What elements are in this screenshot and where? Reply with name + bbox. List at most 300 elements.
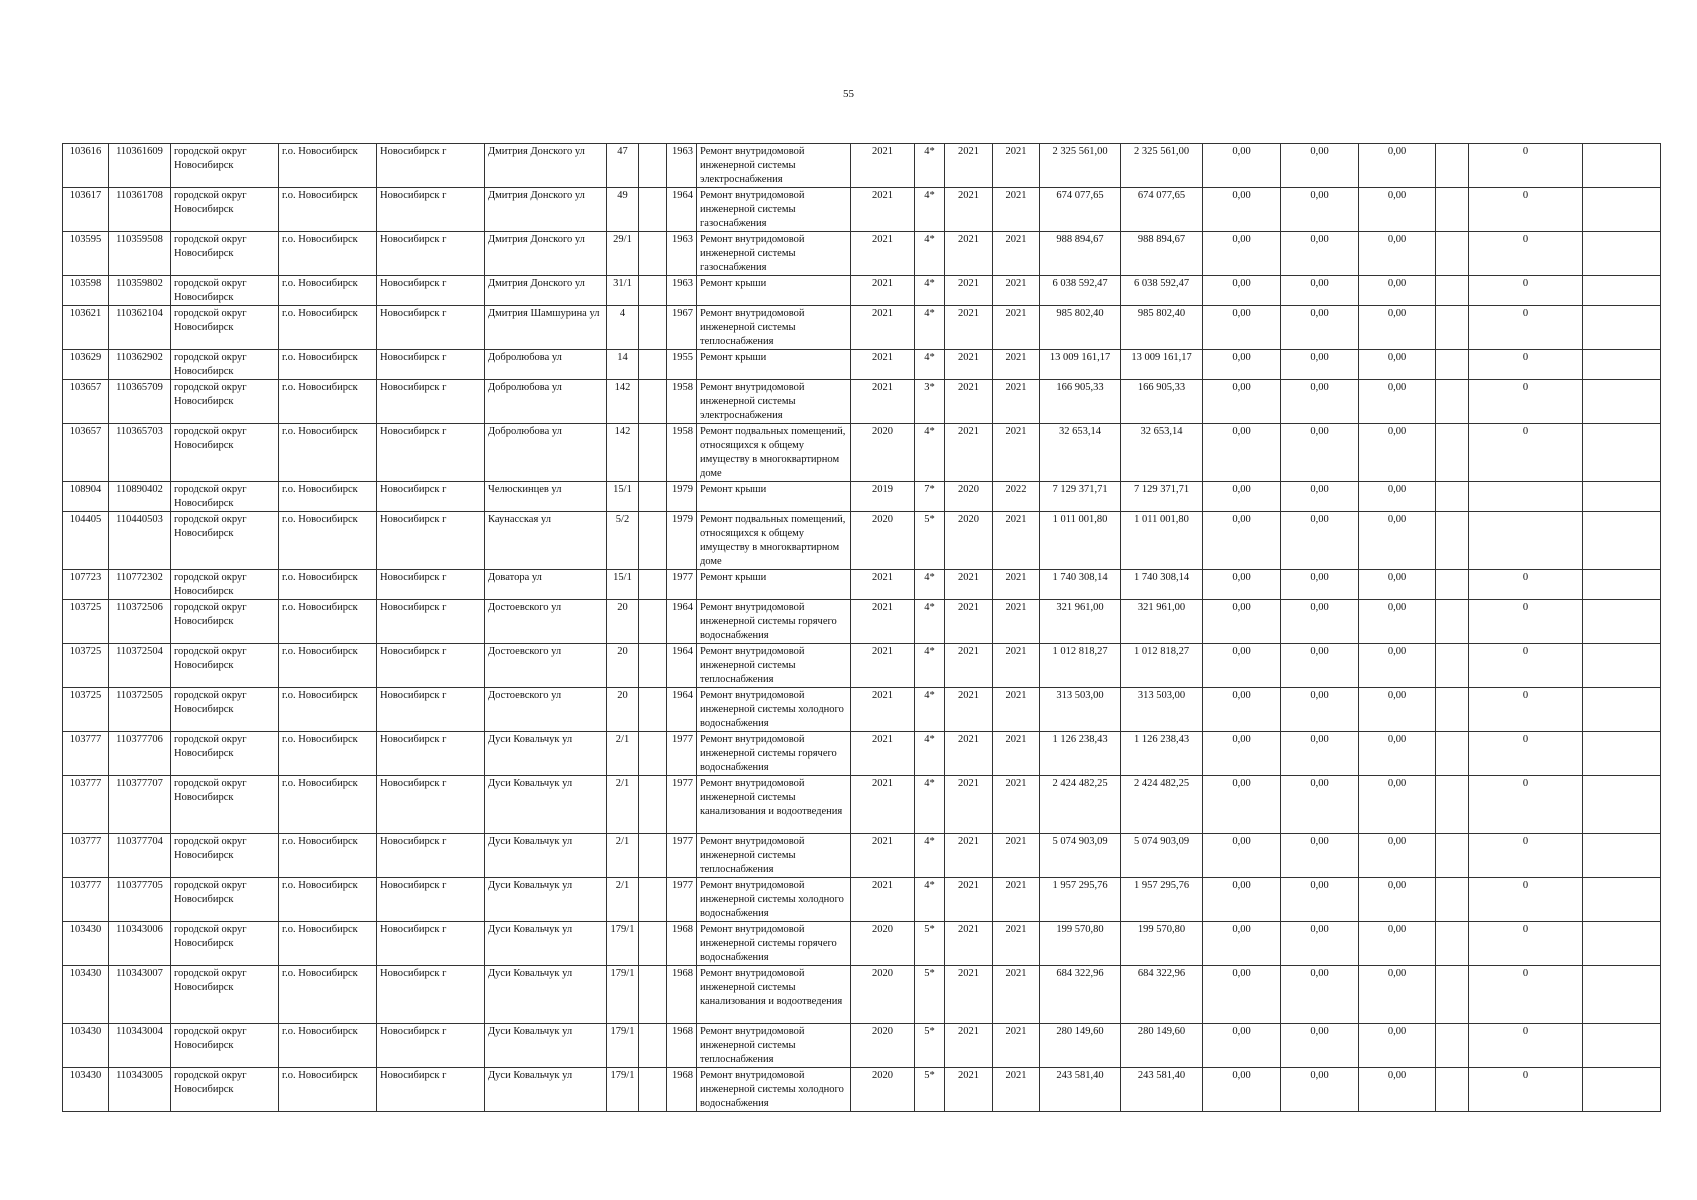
year-to-cell: 2021 [993, 512, 1040, 570]
extra-cell [639, 232, 667, 276]
value2-cell: 0,00 [1281, 600, 1359, 644]
district-cell: городской округ Новосибирск [171, 380, 279, 424]
count-cell: 0 [1469, 188, 1583, 232]
district-cell: городской округ Новосибирск [171, 276, 279, 306]
year-cell: 1968 [667, 966, 697, 1024]
value2-cell: 0,00 [1281, 776, 1359, 834]
plan-year-cell: 2020 [851, 424, 915, 482]
value1-cell: 0,00 [1203, 380, 1281, 424]
amount-cell: 1 957 295,76 [1121, 878, 1203, 922]
value4-cell [1436, 644, 1469, 688]
year-to-cell: 2021 [993, 966, 1040, 1024]
value4-cell [1436, 306, 1469, 350]
category-cell: 4* [915, 232, 945, 276]
amount-cell: 985 802,40 [1121, 306, 1203, 350]
city-cell: Новосибирск г [377, 276, 485, 306]
work-cell: Ремонт внутридомовой инженерной системы горячего водоснабжения [697, 600, 851, 644]
value1-cell: 0,00 [1203, 776, 1281, 834]
category-cell: 4* [915, 776, 945, 834]
value2-cell: 0,00 [1281, 688, 1359, 732]
value1-cell: 0,00 [1203, 1068, 1281, 1112]
municipality-cell: г.о. Новосибирск [279, 878, 377, 922]
value1-cell: 0,00 [1203, 188, 1281, 232]
id-cell: 103430 [63, 966, 109, 1024]
value4-cell [1436, 350, 1469, 380]
amount-cell: 1 012 818,27 [1121, 644, 1203, 688]
street-cell: Добролюбова ул [485, 350, 607, 380]
year-to-cell: 2021 [993, 732, 1040, 776]
extra-cell [639, 878, 667, 922]
last-cell [1583, 1024, 1661, 1068]
value1-cell: 0,00 [1203, 144, 1281, 188]
year-to-cell: 2021 [993, 644, 1040, 688]
year-from-cell: 2021 [945, 424, 993, 482]
value3-cell: 0,00 [1359, 878, 1436, 922]
value3-cell: 0,00 [1359, 512, 1436, 570]
value3-cell: 0,00 [1359, 380, 1436, 424]
total-cell: 1 740 308,14 [1040, 570, 1121, 600]
category-cell: 4* [915, 424, 945, 482]
year-from-cell: 2021 [945, 188, 993, 232]
city-cell: Новосибирск г [377, 570, 485, 600]
last-cell [1583, 644, 1661, 688]
extra-cell [639, 834, 667, 878]
city-cell: Новосибирск г [377, 380, 485, 424]
value3-cell: 0,00 [1359, 922, 1436, 966]
amount-cell: 13 009 161,17 [1121, 350, 1203, 380]
work-cell: Ремонт внутридомовой инженерной системы горячего водоснабжения [697, 922, 851, 966]
count-cell [1469, 482, 1583, 512]
street-cell: Дмитрия Донского ул [485, 276, 607, 306]
city-cell: Новосибирск г [377, 600, 485, 644]
year-to-cell: 2021 [993, 380, 1040, 424]
house-cell: 49 [607, 188, 639, 232]
value2-cell: 0,00 [1281, 644, 1359, 688]
total-cell: 1 957 295,76 [1040, 878, 1121, 922]
last-cell [1583, 512, 1661, 570]
extra-cell [639, 688, 667, 732]
plan-year-cell: 2021 [851, 776, 915, 834]
amount-cell: 674 077,65 [1121, 188, 1203, 232]
year-cell: 1964 [667, 600, 697, 644]
plan-year-cell: 2021 [851, 878, 915, 922]
table-row [63, 776, 1661, 834]
value4-cell [1436, 966, 1469, 1024]
work-cell: Ремонт внутридомовой инженерной системы теплоснабжения [697, 1024, 851, 1068]
district-cell: городской округ Новосибирск [171, 732, 279, 776]
value1-cell: 0,00 [1203, 276, 1281, 306]
year-cell: 1958 [667, 380, 697, 424]
year-from-cell: 2021 [945, 306, 993, 350]
total-cell: 7 129 371,71 [1040, 482, 1121, 512]
table-row [63, 306, 1661, 350]
municipality-cell: г.о. Новосибирск [279, 350, 377, 380]
category-cell: 3* [915, 380, 945, 424]
year-from-cell: 2020 [945, 482, 993, 512]
category-cell: 4* [915, 732, 945, 776]
year-to-cell: 2021 [993, 776, 1040, 834]
year-to-cell: 2021 [993, 188, 1040, 232]
last-cell [1583, 834, 1661, 878]
city-cell: Новосибирск г [377, 232, 485, 276]
value4-cell [1436, 688, 1469, 732]
repair-register-table [62, 143, 1661, 1112]
total-cell: 2 325 561,00 [1040, 144, 1121, 188]
value1-cell: 0,00 [1203, 966, 1281, 1024]
total-cell: 166 905,33 [1040, 380, 1121, 424]
last-cell [1583, 878, 1661, 922]
value3-cell: 0,00 [1359, 350, 1436, 380]
year-cell: 1964 [667, 644, 697, 688]
total-cell: 6 038 592,47 [1040, 276, 1121, 306]
municipality-cell: г.о. Новосибирск [279, 570, 377, 600]
id-cell: 103595 [63, 232, 109, 276]
last-cell [1583, 380, 1661, 424]
work-cell: Ремонт крыши [697, 276, 851, 306]
last-cell [1583, 922, 1661, 966]
value1-cell: 0,00 [1203, 512, 1281, 570]
year-cell: 1977 [667, 570, 697, 600]
city-cell: Новосибирск г [377, 834, 485, 878]
last-cell [1583, 966, 1661, 1024]
street-cell: Дмитрия Донского ул [485, 232, 607, 276]
value4-cell [1436, 922, 1469, 966]
house-cell: 14 [607, 350, 639, 380]
year-cell: 1979 [667, 482, 697, 512]
year-to-cell: 2021 [993, 1024, 1040, 1068]
id-cell: 103617 [63, 188, 109, 232]
table-row [63, 1024, 1661, 1068]
year-to-cell: 2021 [993, 424, 1040, 482]
extra-cell [639, 1068, 667, 1112]
year-from-cell: 2021 [945, 380, 993, 424]
category-cell: 4* [915, 834, 945, 878]
value3-cell: 0,00 [1359, 144, 1436, 188]
count-cell: 0 [1469, 570, 1583, 600]
extra-cell [639, 600, 667, 644]
work-cell: Ремонт внутридомовой инженерной системы холодного водоснабжения [697, 1068, 851, 1112]
value2-cell: 0,00 [1281, 276, 1359, 306]
year-cell: 1968 [667, 922, 697, 966]
value3-cell: 0,00 [1359, 732, 1436, 776]
value3-cell: 0,00 [1359, 276, 1436, 306]
work-cell: Ремонт внутридомовой инженерной системы теплоснабжения [697, 306, 851, 350]
plan-year-cell: 2020 [851, 1024, 915, 1068]
street-cell: Дмитрия Шамшурина ул [485, 306, 607, 350]
plan-year-cell: 2021 [851, 380, 915, 424]
id-cell: 103430 [63, 1024, 109, 1068]
category-cell: 7* [915, 482, 945, 512]
year-to-cell: 2021 [993, 232, 1040, 276]
total-cell: 5 074 903,09 [1040, 834, 1121, 878]
count-cell: 0 [1469, 644, 1583, 688]
total-cell: 988 894,67 [1040, 232, 1121, 276]
code-cell: 110372504 [109, 644, 171, 688]
municipality-cell: г.о. Новосибирск [279, 688, 377, 732]
value3-cell: 0,00 [1359, 306, 1436, 350]
extra-cell [639, 482, 667, 512]
category-cell: 4* [915, 144, 945, 188]
category-cell: 5* [915, 922, 945, 966]
house-cell: 4 [607, 306, 639, 350]
category-cell: 4* [915, 306, 945, 350]
table-row [63, 1068, 1661, 1112]
municipality-cell: г.о. Новосибирск [279, 600, 377, 644]
plan-year-cell: 2021 [851, 600, 915, 644]
year-cell: 1964 [667, 688, 697, 732]
table-row [63, 232, 1661, 276]
value4-cell [1436, 878, 1469, 922]
value4-cell [1436, 1068, 1469, 1112]
value1-cell: 0,00 [1203, 732, 1281, 776]
house-cell: 29/1 [607, 232, 639, 276]
last-cell [1583, 424, 1661, 482]
municipality-cell: г.о. Новосибирск [279, 1068, 377, 1112]
value2-cell: 0,00 [1281, 306, 1359, 350]
value3-cell: 0,00 [1359, 232, 1436, 276]
category-cell: 4* [915, 570, 945, 600]
id-cell: 103777 [63, 732, 109, 776]
value1-cell: 0,00 [1203, 570, 1281, 600]
total-cell: 243 581,40 [1040, 1068, 1121, 1112]
district-cell: городской округ Новосибирск [171, 512, 279, 570]
house-cell: 179/1 [607, 1068, 639, 1112]
year-cell: 1977 [667, 776, 697, 834]
street-cell: Каунасская ул [485, 512, 607, 570]
year-to-cell: 2021 [993, 306, 1040, 350]
work-cell: Ремонт крыши [697, 350, 851, 380]
table-row [63, 600, 1661, 644]
year-from-cell: 2021 [945, 834, 993, 878]
municipality-cell: г.о. Новосибирск [279, 512, 377, 570]
count-cell: 0 [1469, 380, 1583, 424]
amount-cell: 2 424 482,25 [1121, 776, 1203, 834]
year-from-cell: 2021 [945, 644, 993, 688]
plan-year-cell: 2021 [851, 570, 915, 600]
year-from-cell: 2021 [945, 878, 993, 922]
municipality-cell: г.о. Новосибирск [279, 644, 377, 688]
last-cell [1583, 276, 1661, 306]
extra-cell [639, 776, 667, 834]
value2-cell: 0,00 [1281, 878, 1359, 922]
value1-cell: 0,00 [1203, 482, 1281, 512]
extra-cell [639, 306, 667, 350]
year-from-cell: 2021 [945, 144, 993, 188]
district-cell: городской округ Новосибирск [171, 306, 279, 350]
table-row [63, 732, 1661, 776]
amount-cell: 5 074 903,09 [1121, 834, 1203, 878]
value1-cell: 0,00 [1203, 424, 1281, 482]
city-cell: Новосибирск г [377, 966, 485, 1024]
street-cell: Доватора ул [485, 570, 607, 600]
municipality-cell: г.о. Новосибирск [279, 922, 377, 966]
extra-cell [639, 424, 667, 482]
city-cell: Новосибирск г [377, 878, 485, 922]
value3-cell: 0,00 [1359, 482, 1436, 512]
last-cell [1583, 232, 1661, 276]
amount-cell: 988 894,67 [1121, 232, 1203, 276]
last-cell [1583, 188, 1661, 232]
municipality-cell: г.о. Новосибирск [279, 144, 377, 188]
total-cell: 32 653,14 [1040, 424, 1121, 482]
table-row [63, 644, 1661, 688]
value4-cell [1436, 380, 1469, 424]
total-cell: 280 149,60 [1040, 1024, 1121, 1068]
street-cell: Челюскинцев ул [485, 482, 607, 512]
total-cell: 1 011 001,80 [1040, 512, 1121, 570]
municipality-cell: г.о. Новосибирск [279, 276, 377, 306]
total-cell: 1 126 238,43 [1040, 732, 1121, 776]
id-cell: 103777 [63, 776, 109, 834]
street-cell: Дуси Ковальчук ул [485, 1024, 607, 1068]
count-cell: 0 [1469, 424, 1583, 482]
value1-cell: 0,00 [1203, 922, 1281, 966]
value1-cell: 0,00 [1203, 878, 1281, 922]
year-to-cell: 2021 [993, 834, 1040, 878]
plan-year-cell: 2020 [851, 512, 915, 570]
id-cell: 108904 [63, 482, 109, 512]
district-cell: городской округ Новосибирск [171, 1024, 279, 1068]
total-cell: 674 077,65 [1040, 188, 1121, 232]
year-to-cell: 2021 [993, 922, 1040, 966]
value3-cell: 0,00 [1359, 644, 1436, 688]
district-cell: городской округ Новосибирск [171, 644, 279, 688]
total-cell: 985 802,40 [1040, 306, 1121, 350]
municipality-cell: г.о. Новосибирск [279, 380, 377, 424]
amount-cell: 32 653,14 [1121, 424, 1203, 482]
value4-cell [1436, 570, 1469, 600]
year-cell: 1977 [667, 732, 697, 776]
table-row [63, 424, 1661, 482]
code-cell: 110359802 [109, 276, 171, 306]
year-from-cell: 2020 [945, 512, 993, 570]
year-from-cell: 2021 [945, 966, 993, 1024]
code-cell: 110343004 [109, 1024, 171, 1068]
count-cell: 0 [1469, 600, 1583, 644]
amount-cell: 6 038 592,47 [1121, 276, 1203, 306]
house-cell: 142 [607, 380, 639, 424]
id-cell: 103777 [63, 834, 109, 878]
value2-cell: 0,00 [1281, 570, 1359, 600]
amount-cell: 1 126 238,43 [1121, 732, 1203, 776]
value4-cell [1436, 776, 1469, 834]
year-cell: 1977 [667, 834, 697, 878]
value1-cell: 0,00 [1203, 688, 1281, 732]
city-cell: Новосибирск г [377, 144, 485, 188]
value4-cell [1436, 232, 1469, 276]
value3-cell: 0,00 [1359, 688, 1436, 732]
house-cell: 47 [607, 144, 639, 188]
value2-cell: 0,00 [1281, 1024, 1359, 1068]
category-cell: 5* [915, 1024, 945, 1068]
category-cell: 4* [915, 878, 945, 922]
municipality-cell: г.о. Новосибирск [279, 306, 377, 350]
municipality-cell: г.о. Новосибирск [279, 482, 377, 512]
value2-cell: 0,00 [1281, 922, 1359, 966]
year-to-cell: 2021 [993, 600, 1040, 644]
last-cell [1583, 570, 1661, 600]
id-cell: 103616 [63, 144, 109, 188]
value3-cell: 0,00 [1359, 570, 1436, 600]
count-cell: 0 [1469, 276, 1583, 306]
code-cell: 110377706 [109, 732, 171, 776]
extra-cell [639, 188, 667, 232]
value3-cell: 0,00 [1359, 600, 1436, 644]
plan-year-cell: 2019 [851, 482, 915, 512]
table-row [63, 482, 1661, 512]
table-row [63, 922, 1661, 966]
extra-cell [639, 570, 667, 600]
value4-cell [1436, 144, 1469, 188]
count-cell: 0 [1469, 688, 1583, 732]
house-cell: 2/1 [607, 878, 639, 922]
id-cell: 104405 [63, 512, 109, 570]
id-cell: 107723 [63, 570, 109, 600]
year-cell: 1968 [667, 1068, 697, 1112]
count-cell: 0 [1469, 878, 1583, 922]
amount-cell: 313 503,00 [1121, 688, 1203, 732]
street-cell: Достоевского ул [485, 644, 607, 688]
page-number: 55 [843, 88, 854, 100]
code-cell: 110890402 [109, 482, 171, 512]
street-cell: Дуси Ковальчук ул [485, 732, 607, 776]
count-cell: 0 [1469, 922, 1583, 966]
total-cell: 13 009 161,17 [1040, 350, 1121, 380]
code-cell: 110377705 [109, 878, 171, 922]
year-from-cell: 2021 [945, 732, 993, 776]
street-cell: Добролюбова ул [485, 424, 607, 482]
district-cell: городской округ Новосибирск [171, 776, 279, 834]
category-cell: 4* [915, 644, 945, 688]
city-cell: Новосибирск г [377, 482, 485, 512]
year-cell: 1967 [667, 306, 697, 350]
city-cell: Новосибирск г [377, 306, 485, 350]
city-cell: Новосибирск г [377, 512, 485, 570]
street-cell: Дмитрия Донского ул [485, 144, 607, 188]
category-cell: 5* [915, 1068, 945, 1112]
count-cell [1469, 512, 1583, 570]
code-cell: 110343006 [109, 922, 171, 966]
district-cell: городской округ Новосибирск [171, 966, 279, 1024]
plan-year-cell: 2021 [851, 644, 915, 688]
plan-year-cell: 2021 [851, 688, 915, 732]
value3-cell: 0,00 [1359, 966, 1436, 1024]
code-cell: 110361609 [109, 144, 171, 188]
street-cell: Добролюбова ул [485, 380, 607, 424]
table-row [63, 688, 1661, 732]
value4-cell [1436, 424, 1469, 482]
code-cell: 110359508 [109, 232, 171, 276]
id-cell: 103430 [63, 922, 109, 966]
work-cell: Ремонт внутридомовой инженерной системы электроснабжения [697, 380, 851, 424]
city-cell: Новосибирск г [377, 188, 485, 232]
plan-year-cell: 2021 [851, 306, 915, 350]
district-cell: городской округ Новосибирск [171, 232, 279, 276]
count-cell: 0 [1469, 834, 1583, 878]
extra-cell [639, 380, 667, 424]
extra-cell [639, 350, 667, 380]
value3-cell: 0,00 [1359, 1024, 1436, 1068]
value1-cell: 0,00 [1203, 232, 1281, 276]
value4-cell [1436, 732, 1469, 776]
year-cell: 1955 [667, 350, 697, 380]
amount-cell: 321 961,00 [1121, 600, 1203, 644]
district-cell: городской округ Новосибирск [171, 834, 279, 878]
last-cell [1583, 600, 1661, 644]
street-cell: Дуси Ковальчук ул [485, 834, 607, 878]
plan-year-cell: 2021 [851, 834, 915, 878]
district-cell: городской округ Новосибирск [171, 688, 279, 732]
